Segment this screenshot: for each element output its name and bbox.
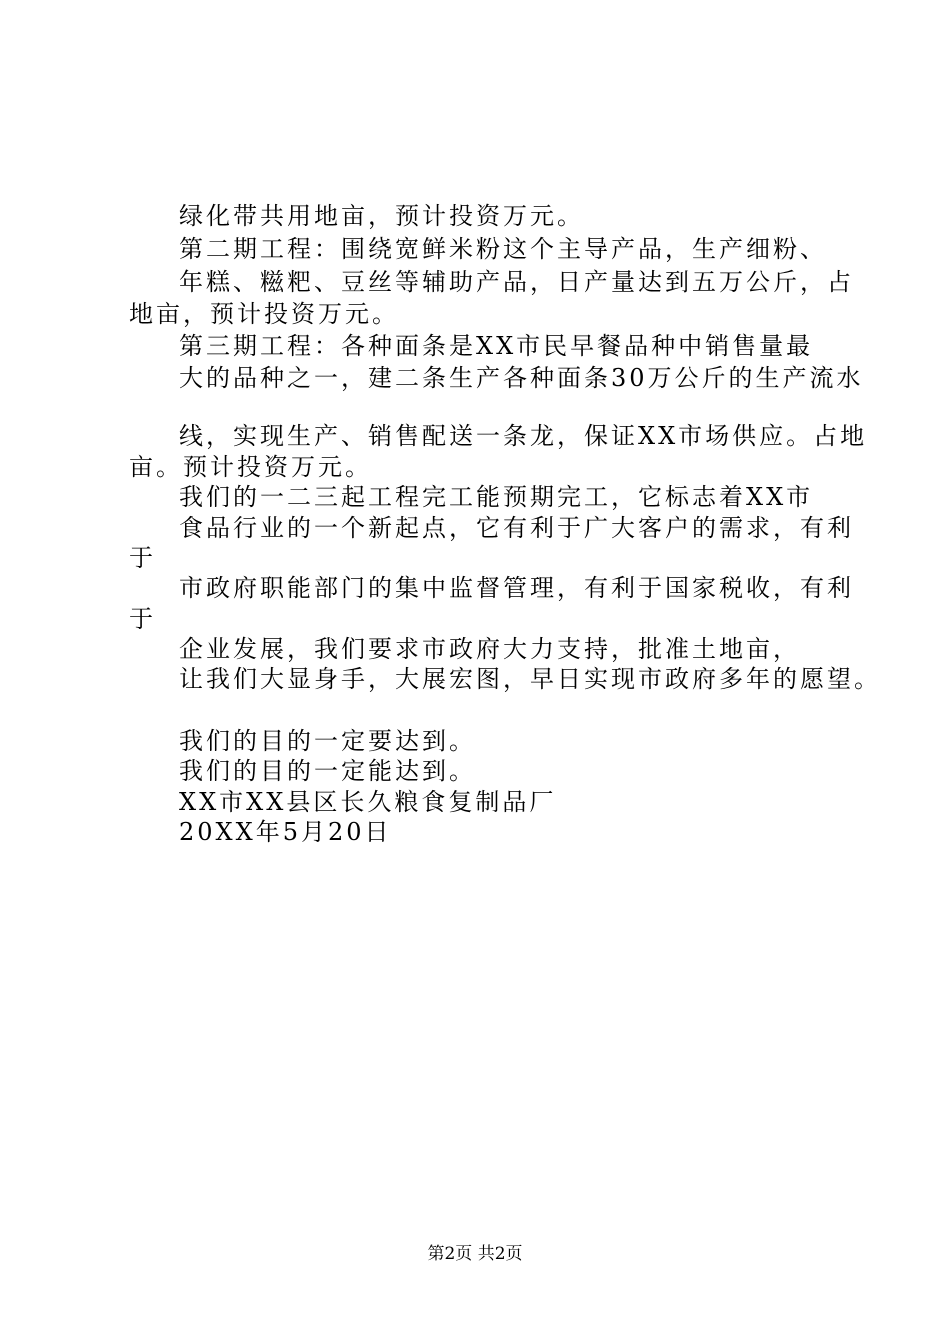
- text-line: 让我们大显身手，大展宏图，早日实现市政府多年的愿望。: [179, 665, 881, 693]
- text-line: 我们的目的一定要达到。: [179, 727, 476, 755]
- text-line: 亩。预计投资万元。: [129, 453, 372, 481]
- text-line: 地亩，预计投资万元。: [129, 300, 399, 328]
- text-line: 年糕、糍粑、豆丝等辅助产品，日产量达到五万公斤，占: [179, 268, 854, 296]
- text-line: 大的品种之一，建二条生产各种面条30万公斤的生产流水: [179, 364, 864, 392]
- text-line: 我们的一二三起工程完工能预期完工，它标志着XX市: [179, 483, 814, 511]
- text-line: 第二期工程：围绕宽鲜米粉这个主导产品，生产细粉、: [179, 235, 827, 263]
- text-line: 企业发展，我们要求市政府大力支持，批准土地亩，: [179, 635, 800, 663]
- text-line: 食品行业的一个新起点，它有利于广大客户的需求，有利: [179, 514, 854, 542]
- text-line: 第三期工程：各种面条是XX市民早餐品种中销售量最: [179, 332, 814, 360]
- page-indicator: 第2页 共2页: [427, 1244, 523, 1264]
- text-line: 我们的目的一定能达到。: [179, 757, 476, 785]
- text-line: 线，实现生产、销售配送一条龙，保证XX市场供应。占地: [179, 422, 868, 450]
- text-line: 市政府职能部门的集中监督管理，有利于国家税收，有利: [179, 574, 854, 602]
- text-line: 于: [129, 605, 156, 633]
- text-line: 于: [129, 544, 156, 572]
- text-line: 绿化带共用地亩，预计投资万元。: [179, 202, 584, 230]
- signature-date: 20XX年5月20日: [179, 818, 392, 846]
- signature-organization: XX市XX县区长久粮食复制品厂: [179, 788, 557, 816]
